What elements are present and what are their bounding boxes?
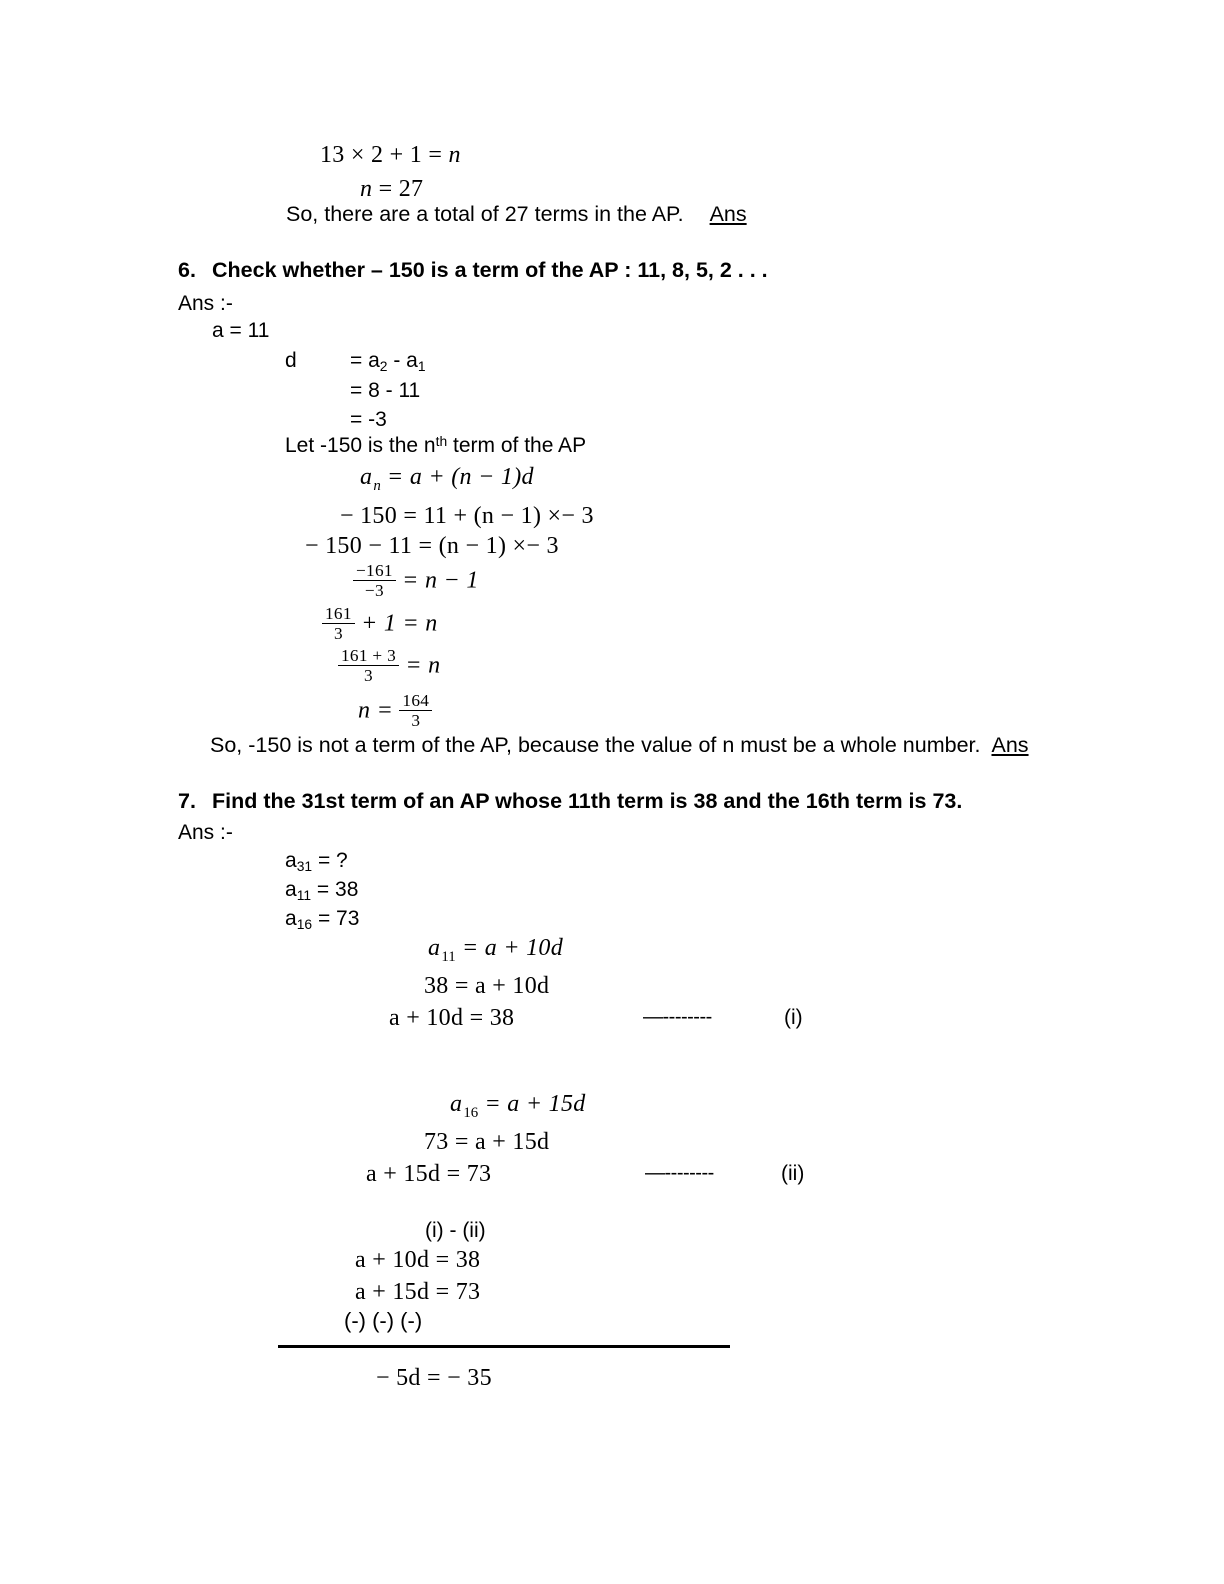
q6-eq4-fraction [322, 604, 355, 644]
q6-let-post: term of the AP [447, 434, 587, 458]
q7-question-title: Find the 31st term of an AP whose 11th term is 38 and the 16th term is 73. [212, 789, 963, 813]
q6-d-line1-sub2: 1 [417, 358, 426, 375]
q5-line-n-equals-27 [360, 177, 423, 201]
q6-let-statement [285, 435, 586, 456]
q7-given-a16-sub: 16 [296, 916, 313, 933]
q7-block2-l1-rest: = a + 15d [478, 1091, 586, 1117]
q6-eq5-fraction [338, 646, 399, 686]
q7-block1-dash: —-------- [643, 1006, 712, 1028]
q6-conclusion-text: So, -150 is not a term of the AP, because the value of n must be a whole number. [210, 733, 981, 757]
q7-given-a31-rest: = ? [312, 849, 348, 872]
q5-line-13x2plus1 [320, 143, 461, 167]
q6-equation-2: − 150 − 11 = (n − 1) ×− 3 [305, 533, 559, 559]
q6-eq6-fraction [399, 691, 432, 731]
q6-d-line1-mid: - a [387, 349, 418, 372]
q6-eq6-lhs: n = [358, 697, 400, 724]
q7-block1-l1-sym: a [428, 935, 441, 961]
q7-block2-tag: (ii) [781, 1162, 805, 1185]
q7-given-a31-sym: a [285, 849, 297, 872]
q6-given-a: a = 11 [212, 319, 270, 342]
q7-given-a16-rest: = 73 [312, 907, 360, 930]
q7-block2-line1 [450, 1092, 586, 1121]
q7-block2-dash: —-------- [645, 1162, 714, 1184]
q6-eq6-denominator: 3 [411, 711, 421, 731]
q7-given-a31-sub: 31 [296, 858, 313, 875]
q5-conclusion [286, 204, 747, 226]
q7-block1-line1 [428, 936, 563, 965]
q6-equation-3 [353, 562, 479, 602]
q7-given-a11-sub: 11 [296, 887, 312, 904]
q7-block1-line3: a + 10d = 38 [389, 1005, 515, 1031]
q7-subtraction-signs: (-) (-) (-) [344, 1308, 423, 1333]
q7-block2-line3: a + 15d = 73 [366, 1161, 492, 1187]
q5-line1-text: 13 × 2 + 1 = [320, 142, 449, 168]
q6-eq5-rhs: = n [399, 652, 441, 679]
q6-ans-prefix: Ans :- [178, 292, 233, 315]
q7-subtraction-result: − 5d = − 35 [376, 1365, 492, 1391]
q6-equation-4 [322, 605, 438, 645]
q7-block2-line2: 73 = a + 15d [424, 1129, 550, 1155]
q7-block1-line2: 38 = a + 10d [424, 973, 550, 999]
q6-formula-an-sub: n [373, 478, 381, 495]
q6-eq4-denominator: 3 [333, 624, 343, 644]
q6-d-line-2: = 8 - 11 [350, 379, 421, 402]
subtraction-rule [278, 1345, 730, 1348]
q6-d-line-1 [350, 350, 426, 374]
q6-eq6-numerator: 164 [399, 691, 432, 711]
q6-eq4-rhs: + 1 = n [354, 610, 438, 637]
q6-eq5-denominator: 3 [364, 666, 373, 686]
q6-let-pre: Let -150 is the n [285, 434, 436, 458]
q7-block2-l1-sub: 16 [463, 1105, 479, 1122]
q7-given-a11-sym: a [285, 878, 297, 901]
q7-block1-l1-rest: = a + 10d [455, 935, 564, 961]
q6-eq3-fraction [353, 561, 396, 601]
q7-ans-prefix: Ans :- [178, 821, 233, 844]
q6-formula-an [360, 465, 534, 494]
q5-line1-var: n [448, 142, 461, 168]
q6-ans-label: Ans [991, 733, 1029, 757]
q6-eq5-numerator: 161 + 3 [338, 646, 399, 666]
q6-conclusion [210, 735, 1029, 757]
q7-given-a31 [285, 850, 348, 874]
q7-given-a11 [285, 879, 358, 903]
q7-given-a16-sym: a [285, 907, 297, 930]
q7-given-a16 [285, 908, 359, 932]
q6-equation-6 [358, 692, 432, 732]
q6-eq4-numerator: 161 [322, 604, 355, 624]
q6-d-line-3: = -3 [350, 408, 387, 431]
q5-line2-rest: = 27 [372, 176, 424, 202]
q6-equation-1: − 150 = 11 + (n − 1) ×− 3 [340, 503, 594, 529]
q7-subtraction-header: (i) - (ii) [425, 1219, 486, 1242]
q5-line2-var: n [360, 176, 373, 202]
q6-d-line1-eq: = a [350, 349, 380, 372]
q7-block2-l1-sym: a [450, 1091, 463, 1117]
q7-subtraction-row2: a + 15d = 73 [355, 1279, 481, 1305]
q6-let-sup: th [435, 433, 448, 449]
q6-eq3-rhs: = n − 1 [395, 567, 479, 594]
q5-ans-label: Ans [709, 202, 747, 226]
q6-eq3-denominator: −3 [364, 581, 384, 601]
q7-subtraction-row1: a + 10d = 38 [355, 1247, 481, 1273]
q5-conclusion-text: So, there are a total of 27 terms in the AP. [286, 202, 684, 226]
q6-d-symbol: d [285, 349, 297, 372]
q6-eq3-numerator: −161 [353, 561, 396, 581]
q6-question-title: Check whether – 150 is a term of the AP : 11, 8, 5, 2 . . . [212, 258, 768, 282]
q7-block1-l1-sub: 11 [441, 949, 456, 966]
q7-block1-tag: (i) [784, 1006, 803, 1029]
q6-formula-an-rhs: = a + (n − 1)d [380, 464, 534, 490]
q6-formula-an-sym: a [360, 464, 373, 490]
q7-number: 7. [178, 789, 196, 813]
q6-number: 6. [178, 258, 196, 282]
q7-given-a11-rest: = 38 [311, 878, 359, 901]
q6-d-line1-sub1: 2 [379, 358, 388, 375]
q6-equation-5 [338, 647, 440, 687]
